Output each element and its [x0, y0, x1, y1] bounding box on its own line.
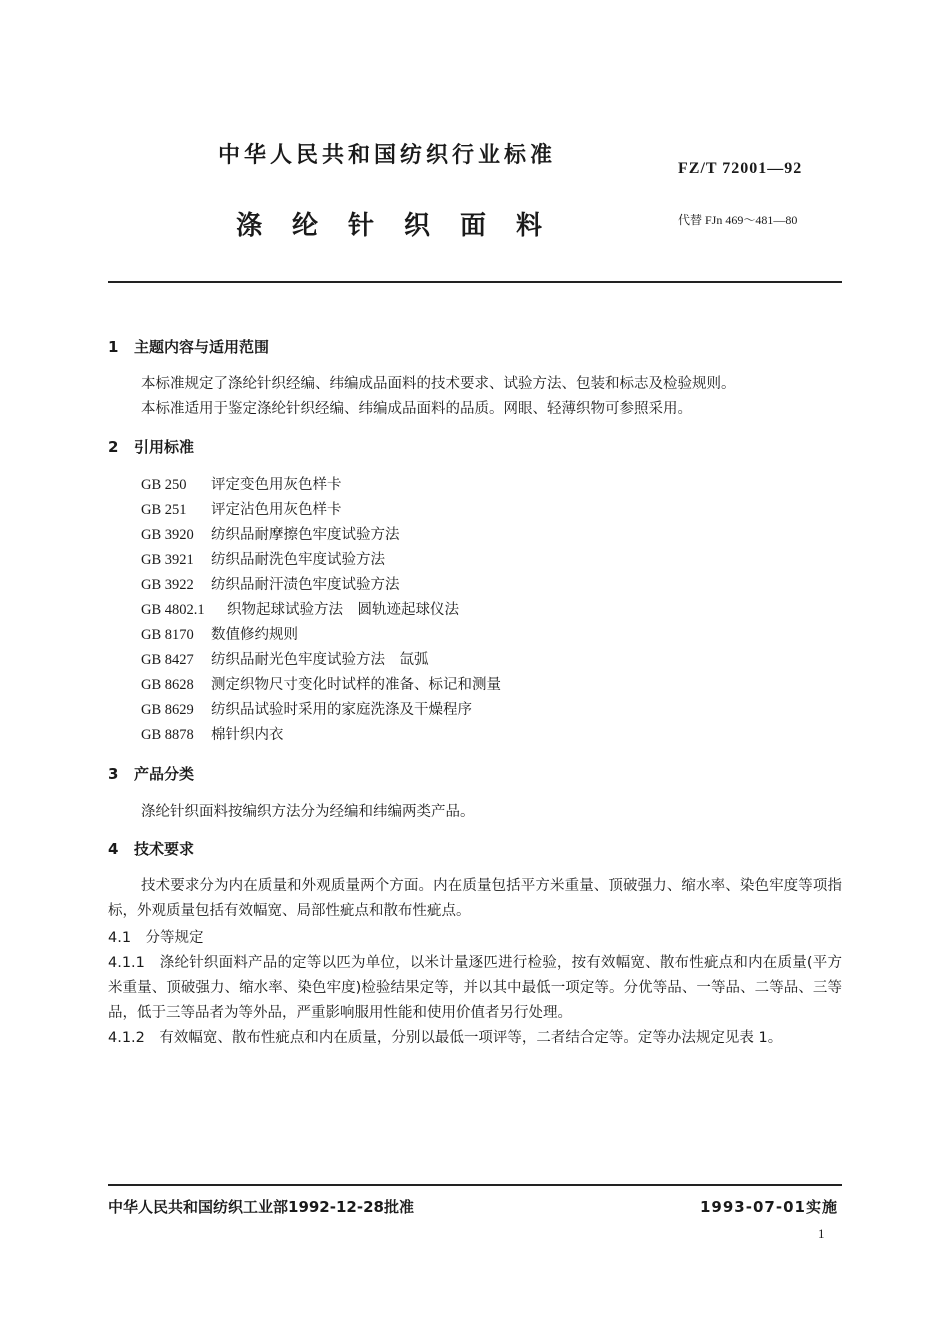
section-1-paragraph-2: 本标准适用于鉴定涤纶针织经编、纬编成品面料的品质。网眼、轻薄织物可参照采用。	[141, 401, 692, 417]
reference-item	[141, 648, 429, 669]
header-divider	[108, 281, 842, 283]
section-number: 1	[108, 338, 119, 356]
reference-item	[141, 723, 284, 744]
reference-code: GB 250	[141, 477, 187, 493]
reference-title: 纺织品耐洗色牢度试验方法	[211, 552, 385, 568]
reference-item	[141, 473, 342, 494]
reference-code: GB 251	[141, 502, 187, 518]
reference-title: 棉针织内衣	[211, 727, 284, 743]
subsection-4-1: 4.1 分等规定	[108, 930, 204, 946]
reference-title: 测定织物尺寸变化时试样的准备、标记和测量	[211, 677, 501, 693]
reference-item	[141, 698, 472, 719]
section-title: 主题内容与适用范围	[134, 338, 270, 356]
section-1-heading	[108, 336, 269, 357]
section-title: 产品分类	[134, 765, 195, 783]
reference-code: GB 8628	[141, 677, 194, 693]
reference-code: GB 8170	[141, 627, 194, 643]
reference-item	[141, 598, 459, 619]
reference-code: GB 3920	[141, 527, 194, 543]
clause-4-1-1: 4.1.1 涤纶针织面料产品的定等以匹为单位，以米计量逐匹进行检验，按有效幅宽、散布性疵点和内在质量(平方米重量、顶破强力、缩水率、染色牢度)检验结果定等，并以其中最低一项定等。分优等品、一等品、二等品、三等品，低于三等品者为等外品，严重影响服用性能和使用价值者另行处理。	[108, 955, 842, 1021]
reference-code: GB 4802.1	[141, 602, 205, 618]
reference-title: 纺织品耐摩擦色牢度试验方法	[211, 527, 400, 543]
reference-item	[141, 548, 385, 569]
issuing-organization: 中华人民共和国纺织行业标准	[218, 143, 557, 168]
section-title: 技术要求	[134, 840, 195, 858]
section-number: 3	[108, 765, 119, 783]
section-number: 2	[108, 438, 119, 456]
reference-item	[141, 498, 342, 519]
section-2-heading	[108, 436, 194, 457]
reference-code: GB 8878	[141, 727, 194, 743]
reference-item	[141, 523, 400, 544]
effective-date: 1993-07-01实施	[700, 1198, 838, 1216]
reference-title: 织物起球试验方法 圆轨迹起球仪法	[227, 602, 459, 618]
document-title: 涤纶针织面料	[236, 211, 573, 241]
reference-title: 纺织品耐汗渍色牢度试验方法	[211, 577, 400, 593]
section-4-paragraph: 技术要求分为内在质量和外观质量两个方面。内在质量包括平方米重量、顶破强力、缩水率、染色牢度等项指标，外观质量包括有效幅宽、局部性疵点和散布性疵点。	[108, 878, 842, 919]
replaces-note: 代替 FJn 469～481—80	[678, 213, 798, 227]
reference-code: GB 3922	[141, 577, 194, 593]
section-4-heading	[108, 838, 194, 859]
footer-divider	[108, 1184, 842, 1186]
page-number: 1	[818, 1226, 825, 1241]
reference-title: 纺织品耐光色牢度试验方法 氙弧	[211, 652, 429, 668]
section-3-paragraph: 涤纶针织面料按编织方法分为经编和纬编两类产品。	[141, 804, 475, 820]
reference-code: GB 3921	[141, 552, 194, 568]
reference-item	[141, 623, 298, 644]
section-number: 4	[108, 840, 119, 858]
reference-item	[141, 573, 400, 594]
reference-code: GB 8427	[141, 652, 194, 668]
section-1-paragraph-1: 本标准规定了涤纶针织经编、纬编成品面料的技术要求、试验方法、包装和标志及检验规则。	[141, 376, 736, 392]
standard-code: FZ/T 72001—92	[678, 160, 803, 177]
reference-title: 数值修约规则	[211, 627, 298, 643]
section-title: 引用标准	[134, 438, 195, 456]
reference-item	[141, 673, 501, 694]
approval-line: 中华人民共和国纺织工业部1992-12-28批准	[108, 1198, 414, 1216]
clause-4-1-2: 4.1.2 有效幅宽、散布性疵点和内在质量，分别以最低一项评等，二者结合定等。定等办法规定见表 1。	[108, 1030, 783, 1046]
reference-title: 评定沾色用灰色样卡	[211, 502, 342, 518]
reference-title: 纺织品试验时采用的家庭洗涤及干燥程序	[211, 702, 472, 718]
reference-title: 评定变色用灰色样卡	[211, 477, 342, 493]
reference-code: GB 8629	[141, 702, 194, 718]
section-3-heading	[108, 763, 194, 784]
